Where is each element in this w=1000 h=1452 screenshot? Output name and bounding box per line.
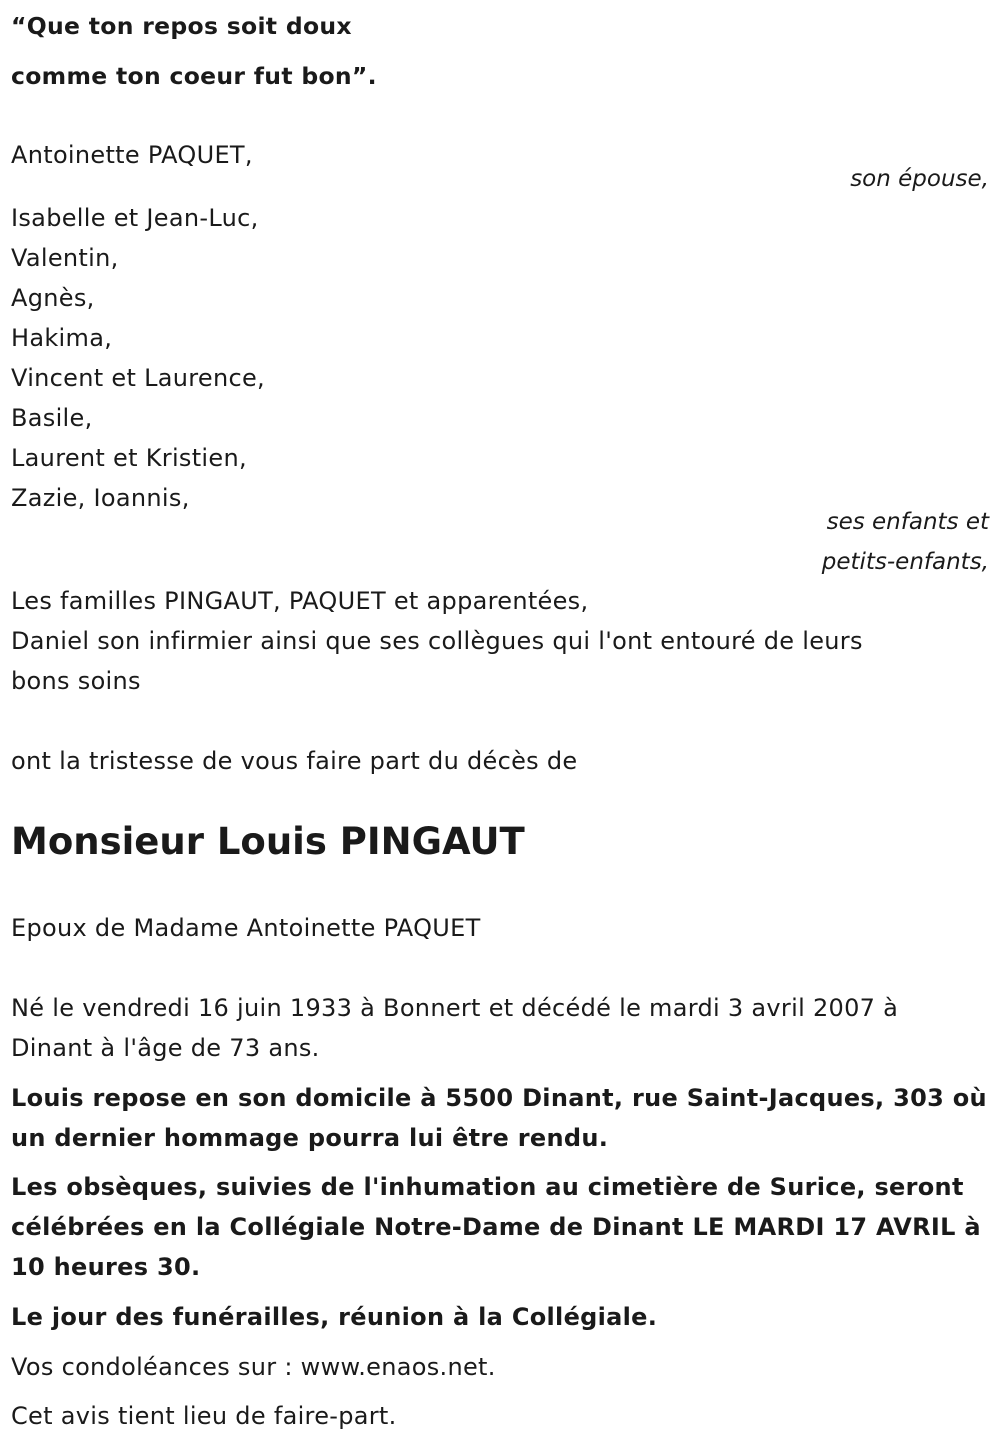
children-relation-line-2: petits-enfants, [821,549,989,575]
rest-line-2: un dernier hommage pourra lui être rendu. [11,1124,609,1152]
nurse-line-2: bons soins [11,667,141,695]
spouse-of-line: Epoux de Madame Antoinette PAQUET [11,914,481,942]
child-entry: Zazie, Ioannis, [11,484,190,512]
child-entry: Laurent et Kristien, [11,444,247,472]
birth-death-line-2: Dinant à l'âge de 73 ans. [11,1034,320,1062]
deceased-name: Monsieur Louis PINGAUT [11,820,525,863]
funeral-line-2: célébrées en la Collégiale Notre-Dame de Dinant LE MARDI 17 AVRIL à [11,1213,981,1241]
families-line: Les familles PINGAUT, PAQUET et apparentées, [11,587,589,615]
child-entry: Hakima, [11,324,113,352]
meeting-line: Le jour des funérailles, réunion à la Collégiale. [11,1303,658,1331]
birth-death-line-1: Né le vendredi 16 juin 1933 à Bonnert et décédé le mardi 3 avril 2007 à [11,994,899,1022]
condolences-line: Vos condoléances sur : www.enaos.net. [11,1353,496,1381]
spouse-relation: son épouse, [850,166,989,192]
funeral-line-3: 10 heures 30. [11,1253,201,1281]
child-entry: Isabelle et Jean-Luc, [11,204,259,232]
notice-line: Cet avis tient lieu de faire-part. [11,1402,397,1430]
nurse-line-1: Daniel son infirmier ainsi que ses collègues qui l'ont entouré de leurs [11,627,863,655]
child-entry: Basile, [11,404,93,432]
epitaph-line-1: “Que ton repos soit doux [11,12,352,40]
child-entry: Valentin, [11,244,119,272]
announcement-text: ont la tristesse de vous faire part du décès de [11,747,578,775]
rest-line-1: Louis repose en son domicile à 5500 Dinant, rue Saint-Jacques, 303 où [11,1084,987,1112]
epitaph-line-2: comme ton coeur fut bon”. [11,62,377,90]
funeral-line-1: Les obsèques, suivies de l'inhumation au cimetière de Surice, seront [11,1173,964,1201]
child-entry: Agnès, [11,284,95,312]
children-relation-line-1: ses enfants et [826,509,989,535]
spouse-name: Antoinette PAQUET, [11,141,253,169]
child-entry: Vincent et Laurence, [11,364,265,392]
